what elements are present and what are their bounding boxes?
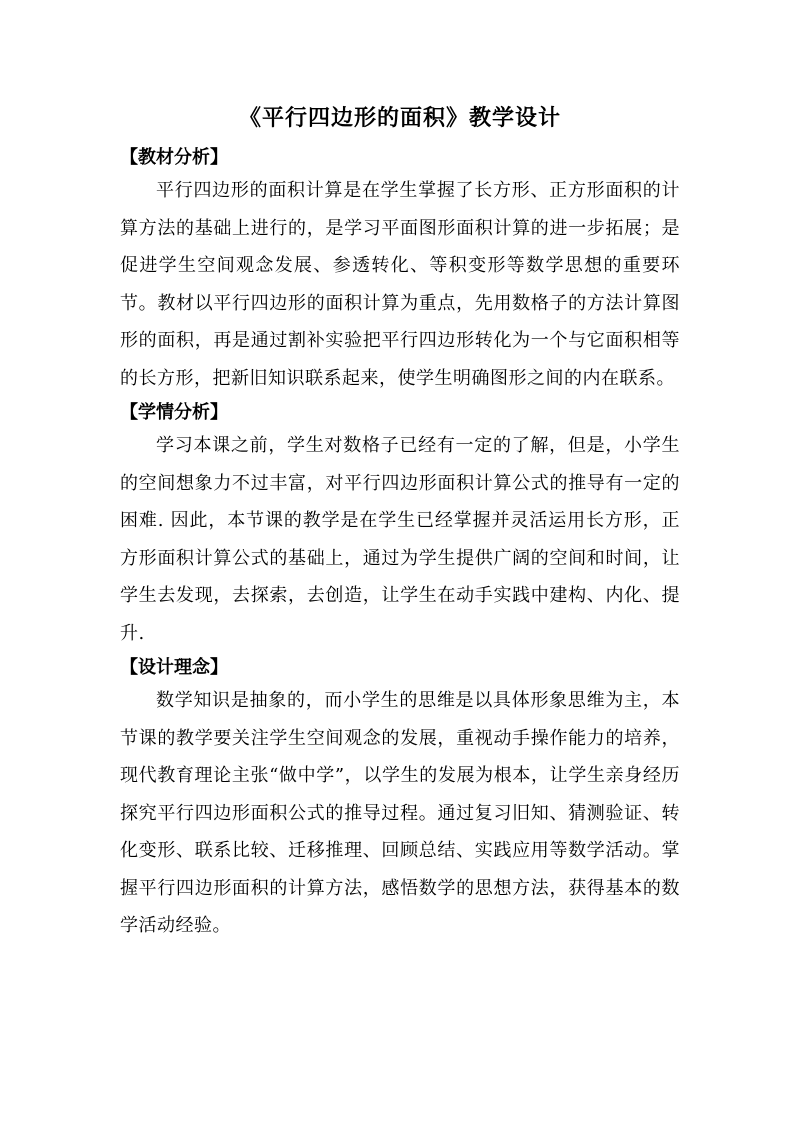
section-heading: 【设计理念】 <box>120 657 228 678</box>
section-paragraph: 数学知识是抽象的，而小学生的思维是以具体形象思维为主，本节课的教学要关注学生空间观念的发展，重视动手操作能力的培养，现代教育理论主张“做中学”，以学生的发展为根本，让学生亲身经历探究平行四边形面积公式的推导过程。通过复习旧知、猜测验证、转化变形、联系比较、迁移推理、回顾总结、实践应用等数学活动。掌握平行四边形面积的计算方法，感悟数学的思想方法，获得基本的数学活动经验。 <box>120 690 680 936</box>
section-heading: 【学情分析】 <box>120 402 228 423</box>
section-heading: 【教材分析】 <box>120 147 228 168</box>
section-textbook-analysis <box>120 144 680 397</box>
section-paragraph: 平行四边形的面积计算是在学生掌握了长方形、正方形面积的计算方法的基础上进行的，是学习平面图形面积计算的进一步拓展；是促进学生空间观念发展、参透转化、等积变形等数学思想的重要环节。教材以平行四边形的面积计算为重点，先用数格子的方法计算图形的面积，再是通过割补实验把平行四边形转化为一个与它面积相等的长方形，把新旧知识联系起来，使学生明确图形之间的内在联系。 <box>120 180 680 389</box>
document-body <box>120 144 680 947</box>
section-design-concept <box>120 654 680 945</box>
document-title: 《平行四边形的面积》教学设计 <box>238 105 561 131</box>
section-paragraph: 学习本课之前，学生对数格子已经有一定的了解，但是，小学生的空间想象力不过丰富，对平行四边形面积计算公式的推导有一定的困难. 因此，本节课的教学是在学生已经掌握并灵活运用长方形，正方形面积计算公式的基础上，通过为学生提供广阔的空间和时间，让学生去发现，去探索，去创造，让学生在动手实践中建构、内化、提升. <box>120 435 680 644</box>
section-student-analysis <box>120 399 680 652</box>
